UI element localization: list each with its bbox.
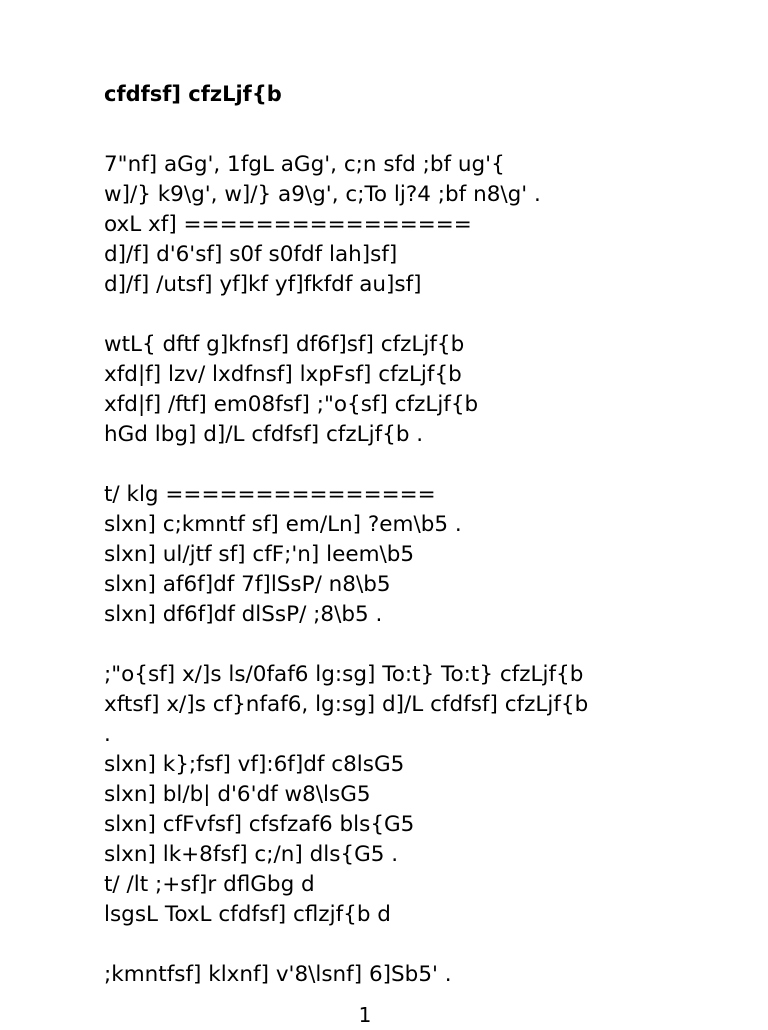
text-line: xfd|f] /ftf] em08fsf] ;"o{sf] cfzLjf{b (104, 392, 479, 417)
paragraph (104, 330, 744, 450)
text-line: xfd|f] lzv/ lxdfnsf] lxpFsf] cfzLjf{b (104, 362, 462, 387)
paragraph (104, 150, 744, 300)
text-line: slxn] ul/jtf sf] cfF;'n] leem\b5 (104, 542, 415, 567)
paragraph-spacer (104, 300, 744, 330)
text-line: slxn] af6f]df 7f]lSsP/ n8\b5 (104, 572, 391, 597)
document-title: cfdfsf] cfzLjf{b (104, 82, 282, 106)
text-line: t/ /lt ;+sf]r dflGbg d (104, 872, 315, 897)
text-line: oxL xf] ================ (104, 212, 472, 237)
text-line: ;kmntfsf] klxnf] v'8\lsnf] 6]Sb5' . (104, 962, 452, 987)
paragraph (104, 960, 744, 990)
text-line: slxn] cfFvfsf] cfsfzaf6 bls{G5 (104, 812, 415, 837)
text-line: lsgsL ToxL cfdfsf] cflzjf{b d (104, 902, 391, 927)
text-line: ;"o{sf] x/]s ls/0faf6 lg:sg] To:t} To:t} cfzLjf{b (104, 662, 584, 687)
text-line: slxn] df6f]df dlSsP/ ;8\b5 . (104, 602, 383, 627)
paragraph-spacer (104, 930, 744, 960)
paragraph (104, 480, 744, 630)
text-line: xftsf] x/]s cf}nfaf6, lg:sg] d]/L cfdfsf] cfzLjf{b (104, 692, 589, 717)
text-line: wtL{ dftf g]kfnsf] df6f]sf] cfzLjf{b (104, 332, 465, 357)
text-line: slxn] bl/b| d'6'df w8\lsG5 (104, 782, 371, 807)
text-line: . (104, 722, 111, 747)
text-line: slxn] k};fsf] vf]:6f]df c8lsG5 (104, 752, 405, 777)
text-line: slxn] c;kmntf sf] em/Ln] ?em\b5 . (104, 512, 462, 537)
text-line: d]/f] /utsf] yf]kf yf]fkfdf au]sf] (104, 272, 422, 297)
text-line: slxn] lk+8fsf] c;/n] dls{G5 . (104, 842, 399, 867)
text-line: 7"nf] aGg', 1fgL aGg', c;n sfd ;bf ug'{ (104, 152, 505, 177)
text-line: t/ klg =============== (104, 482, 436, 507)
text-line: d]/f] d'6'sf] s0f s0fdf lah]sf] (104, 242, 398, 267)
paragraph-spacer (104, 450, 744, 480)
document-body (104, 150, 744, 990)
paragraph-spacer (104, 630, 744, 660)
paragraph (104, 660, 744, 930)
text-line: hGd lbg] d]/L cfdfsf] cfzLjf{b . (104, 422, 424, 447)
page-number: 1 (358, 1003, 372, 1027)
text-line: w]/} k9\g', w]/} a9\g', c;To lj?4 ;bf n8\g' . (104, 182, 541, 207)
